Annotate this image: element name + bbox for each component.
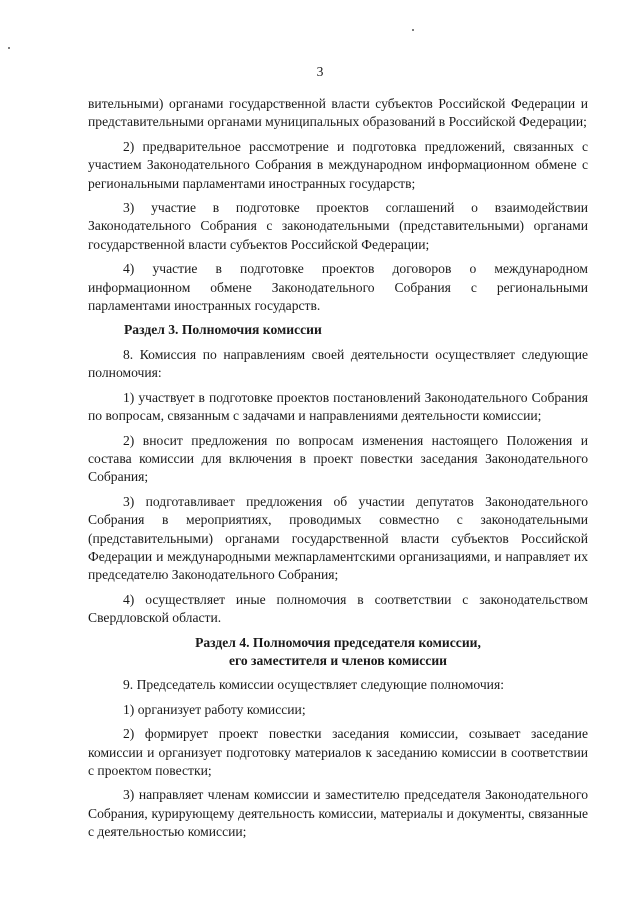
paragraph: 4) осуществляет иные полномочия в соответствии с законодательством Свердловской области.	[88, 591, 588, 626]
scan-speck	[412, 29, 414, 31]
paragraph: 1) участвует в подготовке проектов постановлений Законодательного Собрания по вопросам, связанным с задачами и направлениями деятельности комиссии;	[88, 389, 588, 424]
paragraph: 3) направляет членам комиссии и заместителю председателя Законодательного Собрания, курирующему деятельность комиссии, материалы и документы, связанные с деятельностью комиссии;	[88, 787, 588, 840]
paragraph: вительными) органами государственной власти субъектов Российской Федерации и представительными органами муниципальных образований в Российской Федерации;	[88, 96, 588, 130]
paragraph: 4) участие в подготовке проектов договоров о международном информационном обмене Законодательного Собрания с региональными парламентами иностранных государств.	[88, 261, 588, 314]
paragraph: 9. Председатель комиссии осуществляет следующие полномочия:	[123, 677, 504, 693]
paragraph: 8. Комиссия по направлениям своей деятельности осуществляет следующие полномочия:	[88, 346, 588, 381]
section-3-heading: Раздел 3. Полномочия комиссии	[124, 322, 322, 338]
section-4-heading-line: его заместителя и членов комиссии	[228, 652, 448, 668]
paragraph: 1) организует работу комиссии;	[123, 701, 306, 717]
scan-speck	[8, 47, 10, 49]
document-body	[88, 95, 588, 848]
page-number: 3	[316, 64, 324, 79]
section-4-heading	[88, 634, 588, 671]
section-4-heading-line: Раздел 4. Полномочия председателя комиссии,	[195, 634, 481, 650]
paragraph: 2) вносит предложения по вопросам изменения настоящего Положения и состава комиссии для включения в проект повестки заседания Законодательного Собрания;	[88, 432, 588, 485]
paragraph: 2) формирует проект повестки заседания комиссии, созывает заседание комиссии и организует подготовку материалов к заседанию комиссии в соответствии с проектом повестки;	[88, 726, 588, 778]
paragraph: 3) участие в подготовке проектов соглашений о взаимодействии Законодательного Собрания с законодательными (представительными) органами государственной власти субъектов Российской Федерации;	[88, 200, 588, 252]
paragraph: 2) предварительное рассмотрение и подготовка предложений, связанных с участием Законодательного Собрания в международном информационном обмене с региональными парламентами иностранных государств;	[88, 138, 588, 191]
paragraph: 3) подготавливает предложения об участии депутатов Законодательного Собрания в мероприятиях, проводимых совместно с законодательными (представительными) органами государственной власти субъектов Российской Федерации и международными межпарламентскими организациями, и направляет их председателю Законодательного Собрания;	[88, 493, 588, 583]
